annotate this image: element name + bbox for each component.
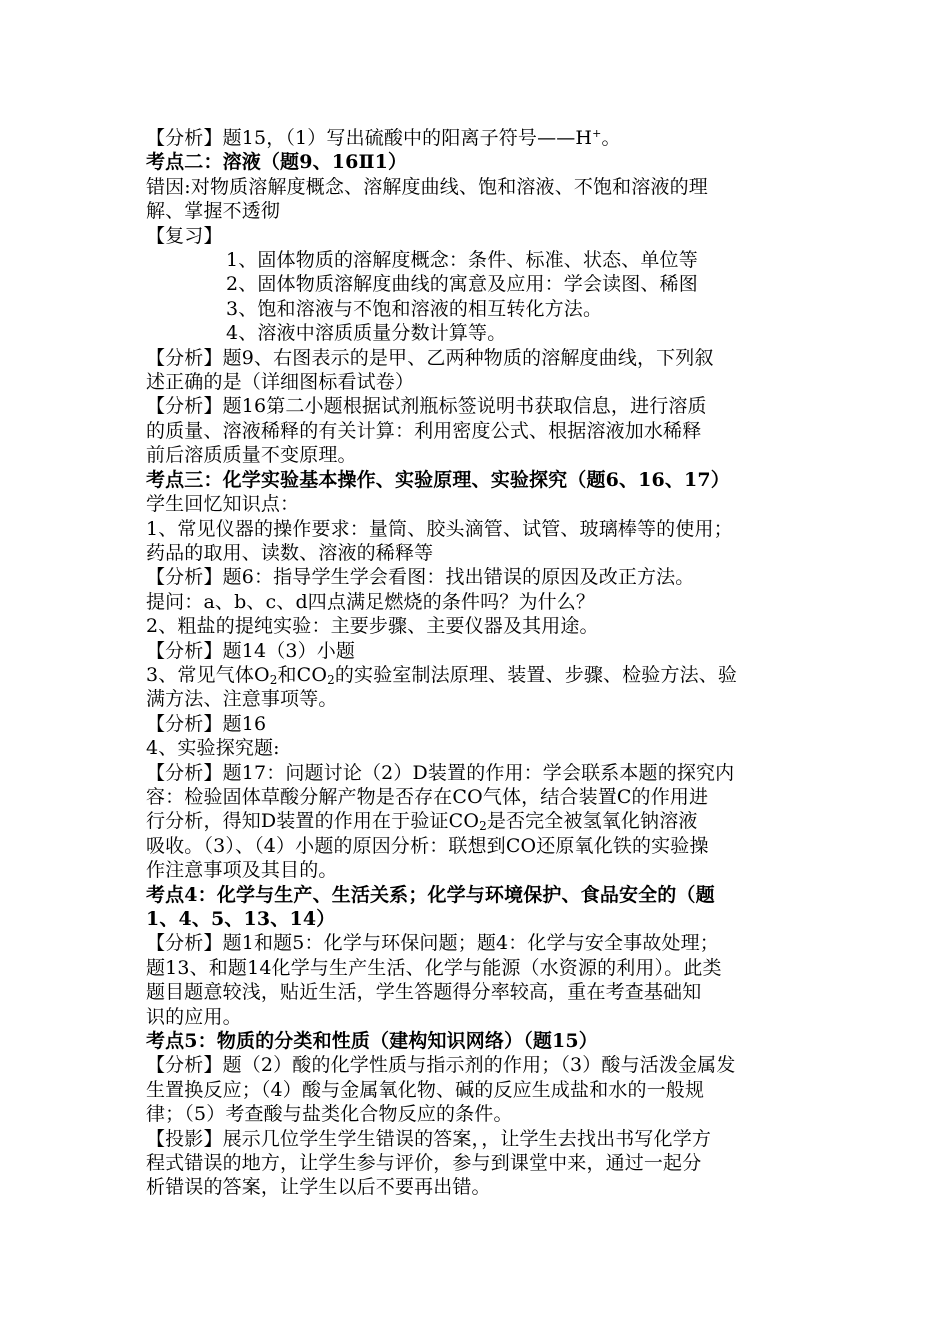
paragraph-line: 2、粗盐的提纯实验：主要步骤、主要仪器及其用途。: [146, 615, 599, 638]
paragraph-line-co2: [146, 809, 786, 833]
paragraph-line: 前后溶质质量不变原理。: [146, 444, 357, 467]
paragraph-line: 述正确的是（详细图标看试卷）: [146, 371, 415, 394]
paragraph-line: 析错误的答案，让学生以后不要再出错。: [146, 1176, 491, 1199]
text-run: 和CO: [277, 663, 328, 686]
section-heading-life-cont: 1、4、5、13、14）: [146, 908, 336, 930]
document-page: [146, 126, 786, 1200]
text-run: 的实验室制法原理、装置、步骤、检验方法、验: [334, 663, 738, 686]
paragraph-line: 作注意事项及其目的。: [146, 859, 338, 882]
section-heading-classification: 考点5：物质的分类和性质（建构知识网络）（题15）: [146, 1030, 598, 1053]
paragraph-line: 学生回忆知识点：: [146, 493, 300, 516]
paragraph-line: 【分析】题14（3）小题: [146, 639, 356, 662]
paragraph-line: 程式错误的地方，让学生参与评价，参与到课堂中来，通过一起分: [146, 1152, 702, 1175]
subscript: 2: [269, 672, 278, 687]
paragraph-line: 生置换反应；（4）酸与金属氧化物、碱的反应生成盐和水的一般规: [146, 1078, 705, 1101]
review-item: 3、饱和溶液与不饱和溶液的相互转化方法。: [226, 297, 603, 320]
paragraph-line: 解、掌握不透彻: [146, 200, 281, 223]
paragraph-line: 错因:对物质溶解度概念、溶解度曲线、饱和溶液、不饱和溶液的理: [146, 175, 708, 198]
paragraph-line: 【分析】题1和题5：化学与环保问题；题4：化学与安全事故处理；: [146, 932, 719, 955]
paragraph-line: 满方法、注意事项等。: [146, 688, 338, 711]
text-run: 行分析，得知D装置的作用在于验证CO: [146, 810, 480, 833]
subscript: 2: [479, 819, 487, 834]
paragraph-line: 识的应用。: [146, 1005, 242, 1028]
paragraph-line: 吸收。（3）、（4）小题的原因分析：联想到CO还原氧化铁的实验操: [146, 834, 709, 857]
review-item: 2、固体物质溶解度曲线的寓意及应用：学会读图、稀图: [226, 273, 698, 296]
paragraph-line: 题目题意较浅，贴近生活，学生答题得分率较高，重在考查基础知: [146, 981, 702, 1004]
paragraph-line: 【分析】题16第二小题根据试剂瓶标签说明书获取信息，进行溶质: [146, 395, 707, 418]
paragraph-line: 【分析】题17：问题讨论（2）D装置的作用：学会联系本题的探究内: [146, 761, 735, 784]
review-item: 4、溶液中溶质质量分数计算等。: [226, 322, 507, 345]
review-item: 1、固体物质的溶解度概念：条件、标准、状态、单位等: [226, 249, 698, 272]
paragraph-line: 【分析】题16: [146, 712, 267, 735]
analysis-q15-h-ion: [146, 126, 786, 150]
text-run: 【分析】题15，（1）写出硫酸中的阳离子符号——H: [146, 127, 593, 149]
paragraph-line: 【分析】题6：指导学生学会看图：找出错误的原因及改正方法。: [146, 566, 695, 589]
paragraph-line: 4、实验探究题:: [146, 737, 280, 760]
paragraph-line: 题13、和题14化学与生产生活、化学与能源（水资源的利用）。此类: [146, 956, 722, 979]
section-heading-life: 考点4：化学与生产、生活关系；化学与环境保护、食品安全的（题: [146, 883, 715, 906]
section-heading-solution: 考点二：溶液（题9、16Ⅱ1）: [146, 151, 408, 174]
review-label: 【复习】: [146, 224, 223, 247]
paragraph-line: 药品的取用、读数、溶液的稀释等: [146, 541, 434, 564]
paragraph-line: 【分析】题（2）酸的化学性质与指示剂的作用；（3）酸与活泼金属发: [146, 1054, 736, 1077]
paragraph-line-gases: [146, 663, 786, 687]
text-run: 是否完全被氢氧化钠溶液: [486, 810, 698, 833]
superscript: +: [592, 127, 602, 140]
paragraph-line: 1、常见仪器的操作要求：量筒、胶头滴管、试管、玻璃棒等的使用；: [146, 517, 733, 540]
paragraph-line: 的质量、溶液稀释的有关计算：利用密度公式、根据溶液加水稀释: [146, 419, 702, 442]
text-run: 3、常见气体O: [146, 663, 270, 686]
paragraph-line: 律；（5）考查酸与盐类化合物反应的条件。: [146, 1103, 513, 1126]
paragraph-line: 容：检验固体草酸分解产物是否存在CO气体，结合装置C的作用进: [146, 785, 709, 808]
paragraph-line: 【分析】题9、右图表示的是甲、乙两种物质的溶解度曲线，下列叙: [146, 346, 714, 369]
subscript: 2: [327, 672, 335, 687]
section-heading-experiments: 考点三：化学实验基本操作、实验原理、实验探究（题6、16、17）: [146, 468, 730, 491]
text-run: 。: [601, 127, 621, 149]
paragraph-line: 【投影】展示几位学生学生错误的答案，，让学生去找出书写化学方: [146, 1127, 712, 1150]
paragraph-line: 提问：a、b、c、d四点满足燃烧的条件吗？为什么？: [146, 590, 596, 613]
